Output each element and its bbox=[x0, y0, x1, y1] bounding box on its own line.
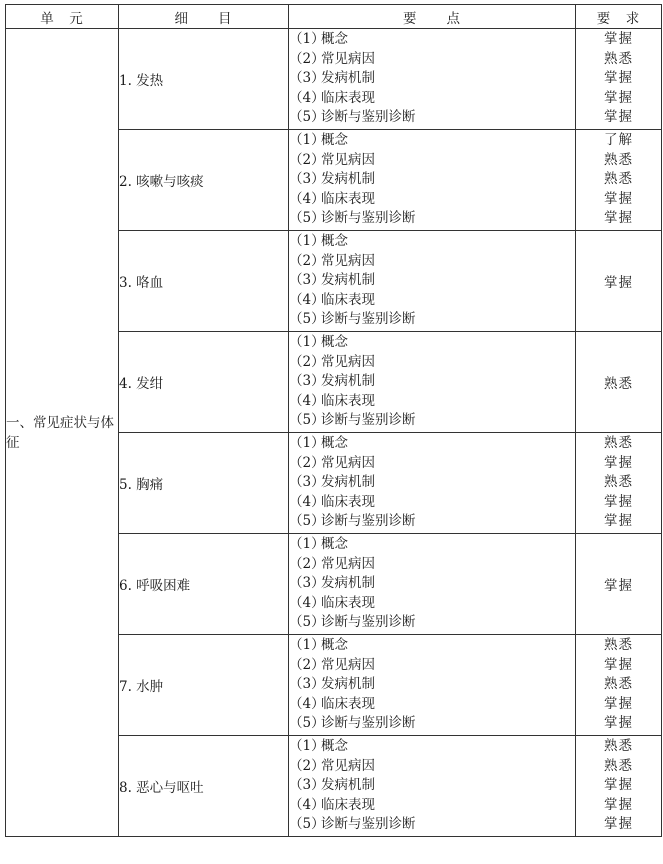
requirement-level: 熟悉 bbox=[604, 435, 633, 452]
point-item bbox=[289, 209, 575, 229]
point-number: （4） bbox=[289, 392, 325, 409]
point-number: （4） bbox=[289, 190, 325, 207]
detail-label: 2. 咳嗽与咳痰 bbox=[119, 174, 204, 190]
point-text: 临床表现 bbox=[321, 594, 375, 611]
point-text: 概念 bbox=[321, 435, 348, 452]
detail-label: 8. 恶心与呕吐 bbox=[119, 780, 204, 796]
requirement-level: 掌握 bbox=[604, 695, 633, 712]
point-item bbox=[289, 656, 575, 676]
point-item bbox=[289, 695, 575, 715]
point-number: （2） bbox=[289, 454, 325, 471]
point-text: 临床表现 bbox=[321, 190, 375, 207]
requirement-level: 掌握 bbox=[604, 493, 633, 510]
point-number: （2） bbox=[289, 252, 325, 269]
detail-cell bbox=[119, 29, 289, 130]
point-item bbox=[289, 50, 575, 70]
table-body bbox=[6, 29, 662, 837]
point-text: 概念 bbox=[321, 233, 348, 250]
detail-label: 7. 水肿 bbox=[119, 679, 164, 695]
detail-label: 3. 咯血 bbox=[119, 275, 164, 291]
point-number: （2） bbox=[289, 50, 325, 67]
point-item bbox=[289, 512, 575, 532]
point-number: （2） bbox=[289, 656, 325, 673]
points-cell bbox=[289, 29, 576, 130]
point-number: （4） bbox=[289, 493, 325, 510]
unit-label: 一、常见症状与体征 bbox=[6, 414, 114, 451]
points-cell bbox=[289, 332, 576, 433]
detail-cell bbox=[119, 736, 289, 837]
point-text: 发病机制 bbox=[321, 70, 375, 87]
point-text: 常见病因 bbox=[321, 757, 375, 774]
point-text: 发病机制 bbox=[321, 474, 375, 491]
detail-cell bbox=[119, 635, 289, 736]
point-item bbox=[289, 675, 575, 695]
requirement-level: 熟悉 bbox=[604, 738, 633, 755]
point-item bbox=[289, 252, 575, 272]
point-item bbox=[289, 535, 575, 555]
point-text: 发病机制 bbox=[321, 777, 375, 794]
requirement-cell bbox=[576, 332, 662, 433]
point-item bbox=[289, 454, 575, 474]
point-number: （3） bbox=[289, 676, 325, 693]
requirement-level: 掌握 bbox=[604, 31, 633, 48]
point-number: （1） bbox=[289, 536, 325, 553]
point-item bbox=[289, 636, 575, 656]
point-number: （5） bbox=[289, 715, 325, 732]
point-number: （3） bbox=[289, 171, 325, 188]
point-number: （5） bbox=[289, 614, 325, 631]
point-number: （2） bbox=[289, 353, 325, 370]
point-item bbox=[289, 190, 575, 210]
requirement-level: 掌握 bbox=[604, 190, 633, 207]
requirement-cell bbox=[576, 231, 662, 332]
point-number: （4） bbox=[289, 89, 325, 106]
requirement-level: 熟悉 bbox=[604, 757, 633, 774]
point-text: 临床表现 bbox=[321, 796, 375, 813]
point-number: （1） bbox=[289, 334, 325, 351]
point-item bbox=[289, 310, 575, 330]
point-item bbox=[289, 815, 575, 835]
point-text: 概念 bbox=[321, 31, 348, 48]
point-text: 诊断与鉴别诊断 bbox=[321, 715, 416, 732]
point-number: （3） bbox=[289, 272, 325, 289]
point-text: 发病机制 bbox=[321, 676, 375, 693]
point-item bbox=[289, 291, 575, 311]
point-number: （1） bbox=[289, 738, 325, 755]
requirement-level: 掌握 bbox=[604, 70, 633, 87]
point-number: （1） bbox=[289, 435, 325, 452]
point-number: （2） bbox=[289, 555, 325, 572]
point-text: 发病机制 bbox=[321, 373, 375, 390]
point-number: （3） bbox=[289, 777, 325, 794]
point-number: （5） bbox=[289, 412, 325, 429]
requirement-cell bbox=[576, 635, 662, 736]
point-number: （5） bbox=[289, 210, 325, 227]
point-text: 诊断与鉴别诊断 bbox=[321, 513, 416, 530]
point-item bbox=[289, 108, 575, 128]
points-cell bbox=[289, 635, 576, 736]
points-cell bbox=[289, 433, 576, 534]
point-text: 常见病因 bbox=[321, 656, 375, 673]
point-text: 概念 bbox=[321, 536, 348, 553]
requirement-level: 掌握 bbox=[604, 89, 633, 106]
point-item bbox=[289, 271, 575, 291]
requirement-level: 熟悉 bbox=[604, 50, 633, 67]
point-text: 发病机制 bbox=[321, 272, 375, 289]
point-item bbox=[289, 493, 575, 513]
requirement-level: 熟悉 bbox=[604, 637, 633, 654]
point-text: 常见病因 bbox=[321, 454, 375, 471]
requirement-level: 掌握 bbox=[604, 816, 633, 833]
detail-cell bbox=[119, 534, 289, 635]
requirement-level: 掌握 bbox=[604, 715, 633, 732]
point-text: 临床表现 bbox=[321, 493, 375, 510]
syllabus-table bbox=[5, 4, 662, 837]
point-item bbox=[289, 411, 575, 431]
point-text: 常见病因 bbox=[321, 151, 375, 168]
points-cell bbox=[289, 534, 576, 635]
table-row bbox=[6, 29, 662, 130]
detail-label: 4. 发绀 bbox=[119, 376, 164, 392]
detail-label: 5. 胸痛 bbox=[119, 477, 164, 493]
unit-cell bbox=[6, 29, 119, 837]
point-item bbox=[289, 232, 575, 252]
point-text: 诊断与鉴别诊断 bbox=[321, 311, 416, 328]
detail-cell bbox=[119, 332, 289, 433]
requirement-level: 掌握 bbox=[604, 777, 633, 794]
point-number: （1） bbox=[289, 132, 325, 149]
point-item bbox=[289, 372, 575, 392]
detail-label: 1. 发热 bbox=[119, 73, 164, 89]
point-number: （3） bbox=[289, 575, 325, 592]
point-number: （2） bbox=[289, 151, 325, 168]
requirement-level: 掌握 bbox=[604, 210, 633, 227]
points-cell bbox=[289, 736, 576, 837]
point-text: 概念 bbox=[321, 132, 348, 149]
point-number: （1） bbox=[289, 233, 325, 250]
point-number: （1） bbox=[289, 637, 325, 654]
requirement-level: 掌握 bbox=[604, 578, 633, 594]
point-text: 诊断与鉴别诊断 bbox=[321, 109, 416, 126]
header-detail: 细 目 bbox=[119, 5, 289, 29]
point-text: 临床表现 bbox=[321, 89, 375, 106]
point-number: （3） bbox=[289, 70, 325, 87]
point-item bbox=[289, 89, 575, 109]
detail-cell bbox=[119, 433, 289, 534]
point-item bbox=[289, 574, 575, 594]
point-text: 诊断与鉴别诊断 bbox=[321, 210, 416, 227]
point-item bbox=[289, 757, 575, 777]
point-item bbox=[289, 69, 575, 89]
point-text: 诊断与鉴别诊断 bbox=[321, 614, 416, 631]
point-item bbox=[289, 776, 575, 796]
point-item bbox=[289, 30, 575, 50]
point-text: 常见病因 bbox=[321, 50, 375, 67]
point-number: （1） bbox=[289, 31, 325, 48]
point-item bbox=[289, 737, 575, 757]
requirement-level: 熟悉 bbox=[604, 151, 633, 168]
table-header bbox=[6, 5, 662, 29]
header-unit: 单 元 bbox=[6, 5, 119, 29]
point-number: （3） bbox=[289, 373, 325, 390]
point-item bbox=[289, 131, 575, 151]
point-text: 概念 bbox=[321, 334, 348, 351]
point-number: （3） bbox=[289, 474, 325, 491]
requirement-level: 掌握 bbox=[604, 454, 633, 471]
point-text: 概念 bbox=[321, 738, 348, 755]
point-text: 发病机制 bbox=[321, 171, 375, 188]
point-text: 发病机制 bbox=[321, 575, 375, 592]
requirement-level: 掌握 bbox=[604, 275, 633, 291]
requirement-cell bbox=[576, 130, 662, 231]
points-cell bbox=[289, 130, 576, 231]
point-item bbox=[289, 473, 575, 493]
point-item bbox=[289, 170, 575, 190]
point-number: （4） bbox=[289, 594, 325, 611]
point-number: （4） bbox=[289, 291, 325, 308]
point-number: （5） bbox=[289, 109, 325, 126]
detail-cell bbox=[119, 231, 289, 332]
point-number: （4） bbox=[289, 695, 325, 712]
point-number: （5） bbox=[289, 513, 325, 530]
header-points: 要 点 bbox=[289, 5, 576, 29]
header-requirement: 要 求 bbox=[576, 5, 662, 29]
point-number: （4） bbox=[289, 796, 325, 813]
point-text: 诊断与鉴别诊断 bbox=[321, 412, 416, 429]
point-item bbox=[289, 613, 575, 633]
requirement-level: 熟悉 bbox=[604, 474, 633, 491]
point-number: （2） bbox=[289, 757, 325, 774]
requirement-cell bbox=[576, 534, 662, 635]
requirement-level: 掌握 bbox=[604, 656, 633, 673]
point-text: 常见病因 bbox=[321, 555, 375, 572]
requirement-level: 熟悉 bbox=[604, 676, 633, 693]
requirement-level: 掌握 bbox=[604, 796, 633, 813]
point-item bbox=[289, 796, 575, 816]
point-item bbox=[289, 714, 575, 734]
point-text: 概念 bbox=[321, 637, 348, 654]
point-text: 临床表现 bbox=[321, 695, 375, 712]
points-cell bbox=[289, 231, 576, 332]
point-item bbox=[289, 434, 575, 454]
point-number: （5） bbox=[289, 311, 325, 328]
requirement-level: 熟悉 bbox=[604, 171, 633, 188]
point-item bbox=[289, 151, 575, 171]
requirement-level: 熟悉 bbox=[604, 376, 633, 392]
point-text: 常见病因 bbox=[321, 252, 375, 269]
point-item bbox=[289, 392, 575, 412]
point-item bbox=[289, 353, 575, 373]
header-row bbox=[6, 5, 662, 29]
requirement-cell bbox=[576, 736, 662, 837]
point-item bbox=[289, 594, 575, 614]
requirement-level: 掌握 bbox=[604, 109, 633, 126]
point-text: 诊断与鉴别诊断 bbox=[321, 816, 416, 833]
requirement-cell bbox=[576, 29, 662, 130]
point-item bbox=[289, 555, 575, 575]
detail-label: 6. 呼吸困难 bbox=[119, 578, 191, 594]
point-number: （5） bbox=[289, 816, 325, 833]
point-text: 临床表现 bbox=[321, 392, 375, 409]
requirement-level: 掌握 bbox=[604, 513, 633, 530]
point-text: 临床表现 bbox=[321, 291, 375, 308]
point-text: 常见病因 bbox=[321, 353, 375, 370]
detail-cell bbox=[119, 130, 289, 231]
requirement-level: 了解 bbox=[604, 132, 633, 149]
requirement-cell bbox=[576, 433, 662, 534]
point-item bbox=[289, 333, 575, 353]
